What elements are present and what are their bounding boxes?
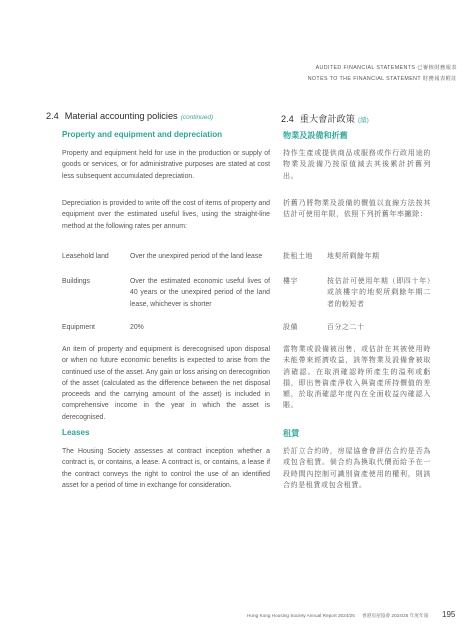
section-title-text-zh: 重大會計政策: [299, 114, 355, 124]
rate-value-en: Over the estimated economic useful lives of 40 years or the unexpired period of the land lease, whichever is shorter: [130, 278, 270, 308]
leases-heading-zh: 租賃: [283, 429, 300, 438]
leases-para-zh: 於訂立合約時，房屋協會會評估合約是否為或包含租賃。倘合約為換取代價而給予在一段時間內控制可識別資產使用的權利，則該合約是租賃或包含租賃。: [283, 448, 431, 489]
running-header-subsection: NOTES TO THE FINANCIAL STATEMENT 財務報表附註: [307, 76, 457, 82]
section-title-en: [46, 111, 213, 121]
section-title-zh: [281, 111, 369, 125]
rate-value-zh: 地契所剩餘年期: [327, 253, 380, 260]
section-title-text-en: Material accounting policies: [64, 111, 178, 121]
rate-row-leasehold-land-zh: [283, 251, 431, 263]
rate-row-leasehold-land-en: [62, 251, 270, 275]
rate-value-zh: 百分之二十: [327, 324, 365, 331]
ppe-para3-zh: 當物業或設備被出售，或估計在其被使用時未能帶來經濟收益，該等物業及設備會被取消確認。在取消確認時所產生的溢利或虧損，即出售資產淨收入與資產所持價值的差額，於取消確認年度內在全面收益內確認入賬。: [283, 346, 431, 410]
leases-heading-en: Leases: [62, 428, 90, 437]
rate-value-zh: 按估計可使用年期（即四十年）或該樓宇的地契所剩餘年期二者的較短者: [327, 278, 431, 308]
rate-value-en: 20%: [130, 324, 144, 331]
rate-row-buildings-en: [62, 276, 270, 312]
rate-label-en: Leasehold land: [62, 253, 109, 260]
footer-report-title-zh: 香港房屋協會 2024/25 年度年報: [362, 613, 429, 618]
section-number-en: 2.4: [46, 111, 59, 121]
rate-label-en: Buildings: [62, 278, 90, 285]
ppe-para1-en: Property and equipment held for use in the production or supply of goods or services, or for administrative purposes are stated at cost less subsequent accumulated depreciation.: [62, 150, 270, 180]
rate-label-zh: 樓宇: [283, 278, 298, 285]
leases-para-en: The Housing Society assesses at contract inception whether a contract is, or contains, a lease. A contract is, or contains, a lease if the contract conveys the right to control the use of an identified asset for a period of time in exchange for consideration.: [62, 448, 270, 489]
ppe-heading-en: Property and equipment and depreciation: [62, 130, 223, 139]
rate-row-equipment-zh: [283, 322, 431, 334]
rate-row-buildings-zh: [283, 276, 431, 322]
rate-value-en: Over the unexpired period of the land lease: [130, 253, 263, 260]
section-continued-en: (continued): [180, 114, 214, 121]
rate-label-en: Equipment: [62, 324, 95, 331]
ppe-para2-en: Depreciation is provided to write off the cost of items of property and equipment over the estimated useful lives, using the straight-line method at the following rates per annum:: [62, 200, 270, 230]
rate-label-zh: 設備: [283, 324, 298, 331]
rate-row-equipment-en: [62, 322, 270, 334]
page-number: 195: [442, 610, 456, 619]
rate-label-zh: 批租土地: [283, 253, 313, 260]
running-header-section: AUDITED FINANCIAL STATEMENTS 已審核財務報表: [315, 65, 457, 71]
ppe-heading-zh: 物業及設備和折舊: [283, 131, 348, 140]
footer-report-title-en: Hong Kong Housing Society Annual Report 2024/25: [247, 613, 355, 618]
section-number-zh: 2.4: [281, 114, 294, 124]
ppe-para2-zh: 折舊乃將物業及設備的價值以直線方法按其估計可使用年限，依照下列折舊年率撇除：: [283, 200, 431, 219]
section-continued-zh: (續): [357, 117, 369, 124]
ppe-para3-en: An item of property and equipment is derecognised upon disposal or when no future economic benefits is expected to arise from the continued use of the asset. Any gain or loss arising on derecognition of the asset (calculated as the difference between the net disposal proceeds and the carrying amount of the asset) is included in comprehensive income in the year in which the asset is derecognised.: [62, 346, 271, 421]
ppe-para1-zh: 持作生產或提供商品或服務或作行政用途的物業及設備乃按原值減去其後累計折舊列出。: [283, 150, 431, 180]
